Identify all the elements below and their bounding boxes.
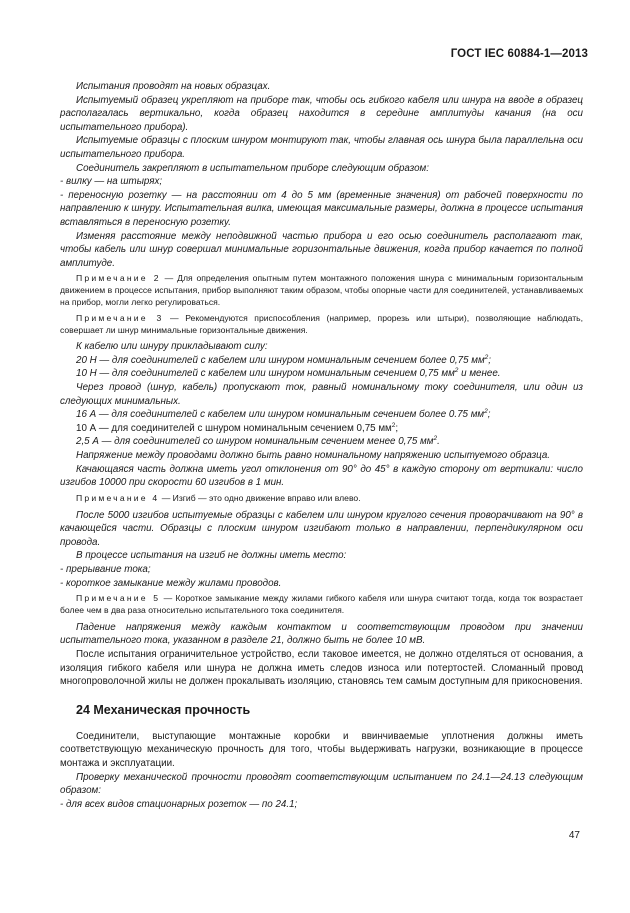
- paragraph: Испытуемый образец укрепляют на приборе так, чтобы ось гибкого кабеля или шнура на вводе в образец располагалась вертикально, когда образец находится в середине амплитуды качания (на оси испытательного прибора).: [60, 94, 583, 133]
- list-item: - для всех видов стационарных розеток — по 24.1;: [60, 798, 298, 810]
- note-label: Примечание 3: [76, 312, 164, 323]
- note-2: [60, 273, 583, 308]
- paragraph: Испытуемые образцы с плоским шнуром монтируют так, чтобы главная ось шнура была параллельна оси испытательного прибора.: [60, 135, 583, 160]
- note-3: [60, 313, 583, 337]
- note-label: Примечание 2: [76, 273, 161, 284]
- standard-header: ГОСТ IEC 60884-1—2013: [450, 48, 588, 60]
- section-title: 24 Механическая прочность: [76, 702, 251, 717]
- paragraph: Через провод (шнур, кабель) пропускают ток, равный номинальному току соединителя, или один из следующих минимальных.: [60, 382, 583, 407]
- note-text: — Для определения опытным путем монтажного положения шнура с минимальным горизонтальным движением в процессе испытания, прибор выполняют таким образом, чтобы опорные части для соединителей, устанавливаемых на прибор, могли легко регулироваться.: [60, 273, 584, 307]
- paragraph: В процессе испытания на изгиб не должны иметь место:: [76, 550, 347, 562]
- page-content: [60, 80, 583, 811]
- paragraph: Соединитель закрепляют в испытательном приборе следующим образом:: [76, 162, 429, 174]
- list-item: - короткое замыкание между жилами проводов.: [60, 577, 282, 589]
- list-item: - переносную розетку — на расстоянии от 4 до 5 мм (временные значения) от рабочей поверхности по направлению к шнуру. Испытательная вилка, имеющая максимальные размеры, должна в процессе испытания вставляться в переносную розетку.: [60, 189, 583, 228]
- page-number: 47: [568, 830, 580, 841]
- paragraph: Напряжение между проводами должно быть равно номинальному напряжению испытуемого образца.: [76, 450, 551, 462]
- current-line-3: 2,5 А — для соединителей со шнуром номинальным сечением менее 0,75 $мм^2$.: [76, 435, 440, 448]
- paragraph: Падение напряжения между каждым контактом и соответствующим проводом при значении испытательного тока, указанном в разделе 21, должно быть не более 10 мВ.: [60, 621, 583, 647]
- current-line-2: 10 А — для соединителей с шнуром номинальным сечением 0,75 $мм^2$;: [76, 421, 399, 434]
- note-label: Примечание 5: [76, 593, 161, 604]
- note-text: — Изгиб — это одно движение вправо или влево.: [161, 492, 361, 503]
- paragraph: Изменяя расстояние между неподвижной частью прибора и его осью соединитель располагают так, чтобы кабель или шнур совершал минимальные горизонтальные движения, когда прибор качается по полной амплитуде.: [60, 230, 583, 269]
- note-4: [60, 493, 583, 505]
- list-item: - прерывание тока;: [60, 564, 151, 575]
- paragraph: Проверку механической прочности проводят соответствующим испытанием по 24.1—24.13 следующим образом:: [60, 771, 583, 797]
- current-line-1: 16 А — для соединителей с кабелем или шнуром номинальным сечением более 0.75 $мм^2$;: [76, 408, 491, 421]
- note-label: Примечание 4: [76, 492, 160, 503]
- list-item: - вилку — на штырях;: [60, 176, 163, 188]
- paragraph: Соединители, выступающие монтажные коробки и ввинчиваемые уплотнения должны иметь соответствующую механическую прочность для того, чтобы выдерживать нагрузки, возникающие в процессе монтажа и эксплуатации.: [60, 730, 583, 769]
- paragraph: К кабелю или шнуру прикладывают силу:: [76, 341, 268, 353]
- note-text: — Рекомендуются приспособления (например, прорезь или штыри), позволяющие наблюдать, совершает ли шнур минимальные горизонтальные движения.: [60, 312, 584, 335]
- force-line-1: 20 Н — для соединителей с кабелем или шнуром номинальным сечением более 0,75 $мм^2$;: [76, 353, 492, 366]
- paragraph: После 5000 изгибов испытуемые образцы с кабелем или шнуром круглого сечения проворачивают на 90° в качающейся части. Образцы с плоским шнуром изгибают только в направлении, перпендикулярном оси провода.: [60, 509, 583, 548]
- paragraph: После испытания ограничительное устройство, если таковое имеется, не должно отделяться от основания, а изоляция гибкого кабеля или шнура не должна иметь следов износа или потертостей. Сломанный провод многопроволочной жилы не должен прокалывать изоляцию, становясь тем самым доступным для прикосновения.: [60, 648, 583, 688]
- note-5: [60, 593, 583, 617]
- force-line-2: 10 Н — для соединителей с кабелем или шнуром номинальным сечением 0,75 $мм^2$ и менее.: [76, 367, 501, 380]
- note-text: — Короткое замыкание между жилами гибкого кабеля или шнура считают тогда, когда ток возрастает более чем в два раза относительно испытательного тока соединителя.: [60, 593, 583, 615]
- paragraph: Испытания проводят на новых образцах.: [76, 81, 271, 92]
- paragraph: Качающаяся часть должна иметь угол отклонения от 90° до 45° в каждую сторону от вертикали: число изгибов 10000 при скорости 60 изгибов в 1 мин.: [60, 463, 583, 489]
